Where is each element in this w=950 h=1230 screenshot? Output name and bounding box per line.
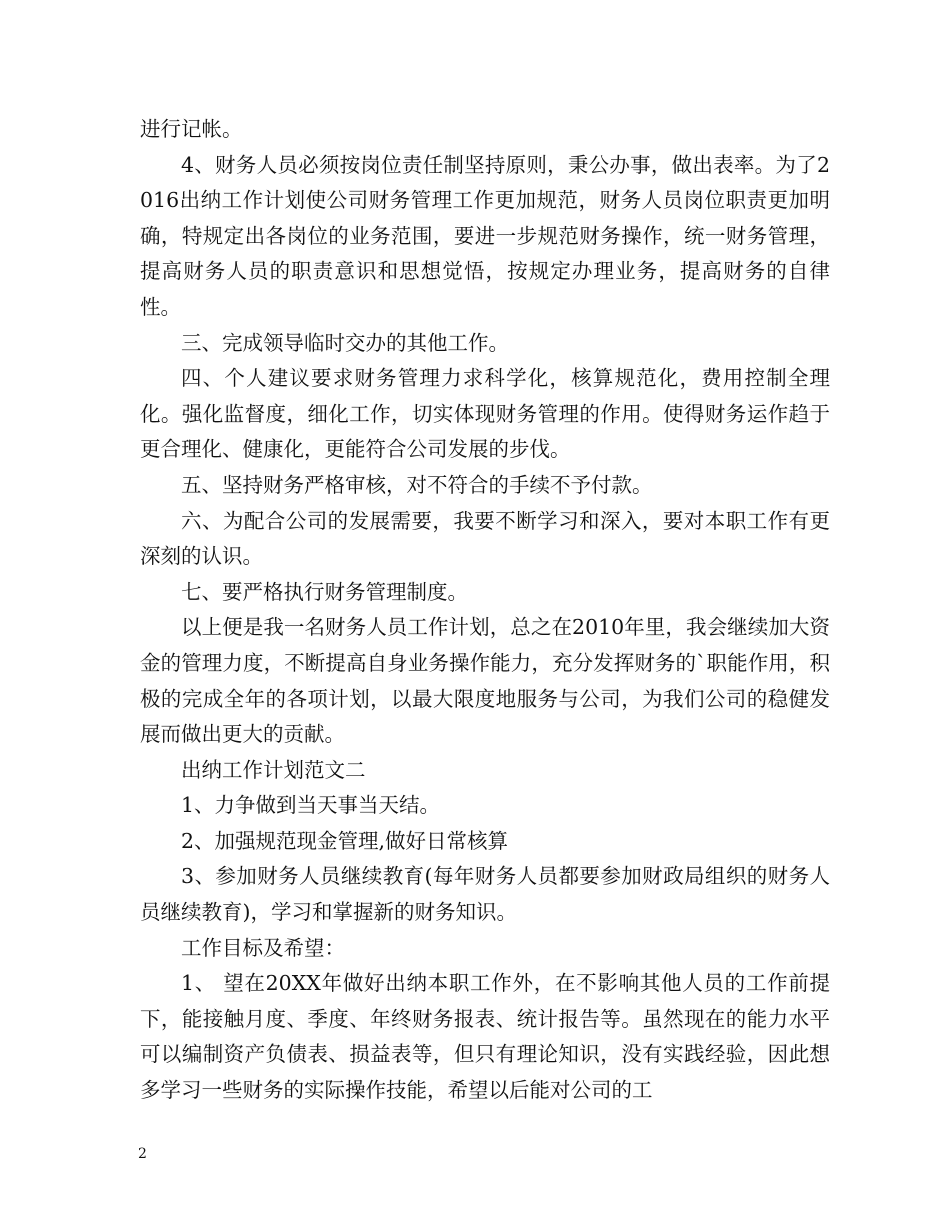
goal-item-1: 1、 望在20XX年做好出纳本职工作外，在不影响其他人员的工作前提下，能接触月度、季度、年终财务报表、统计报告等。虽然现在的能力水平可以编制资产负债表、损益表等，但只有理论知识，没有实践经验，因此想多学习一些财务的实际操作技能，希望以后能对公司的工	[140, 971, 830, 1103]
list-item-1: 1、力争做到当天事当天结。	[181, 793, 441, 818]
page-number: 2	[138, 1146, 147, 1162]
paragraph-item-4: 4、财务人员必须按岗位责任制坚持原则，秉公办事，做出表率。为了2016出纳工作计划使公司财务管理工作更加规范，财务人员岗位职责更加明确，特规定出各岗位的业务范围，要进一步规范财务操作，统一财务管理，提高财务人员的职责意识和思想觉悟，按规定办理业务，提高财务的自律性。	[140, 152, 830, 319]
list-item-3: 3、参加财务人员继续教育(每年财务人员都要参加财政局组织的财务人员继续教育)，学习和掌握新的财务知识。	[140, 864, 830, 925]
paragraph-section-5: 五、坚持财务严格审核，对不符合的手续不予付款。	[181, 472, 653, 497]
list-item-2: 2、加强规范现金管理,做好日常核算	[181, 828, 509, 853]
paragraph-summary: 以上便是我一名财务人员工作计划，总之在2010年里，我会继续加大资金的管理力度，不断提高自身业务操作能力，充分发挥财务的`职能作用，积极的完成全年的各项计划，以最大限度地服务与公司，为我们公司的稳健发展而做出更大的贡献。	[140, 615, 830, 747]
subheading-goals: 工作目标及希望：	[181, 935, 345, 960]
section-heading-sample-2: 出纳工作计划范文二	[181, 757, 366, 782]
paragraph-section-3: 三、完成领导临时交办的其他工作。	[181, 330, 509, 355]
paragraph-section-4: 四、个人建议要求财务管理力求科学化，核算规范化，费用控制全理化。强化监督度，细化工作，切实体现财务管理的作用。使得财务运作趋于更合理化、健康化，更能符合公司发展的步伐。	[140, 366, 830, 462]
paragraph-section-6: 六、为配合公司的发展需要，我要不断学习和深入，要对本职工作有更深刻的认识。	[140, 508, 830, 569]
paragraph-continuation: 进行记帐。	[140, 117, 243, 141]
paragraph-section-7: 七、要严格执行财务管理制度。	[181, 579, 468, 604]
document-body	[140, 112, 830, 1109]
